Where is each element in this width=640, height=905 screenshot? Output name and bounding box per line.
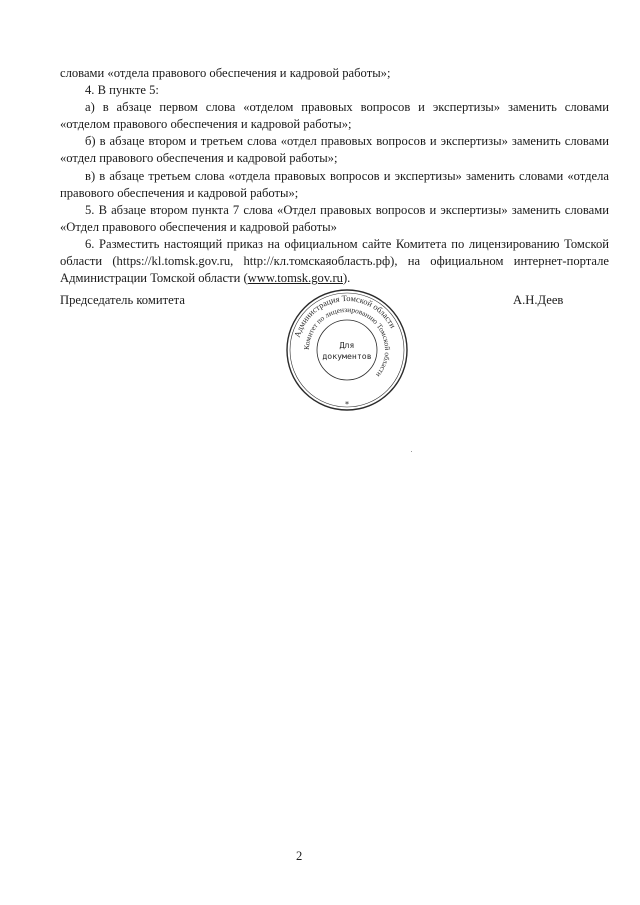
paragraph-item-4c: в) в абзаце третьем слова «отдела правовых вопросов и экспертизы» заменить словами «отдела правового обеспечения и кадровой работы»; (60, 168, 609, 200)
seal-star-icon: * (345, 400, 349, 409)
signatory-position: Председатель комитета (60, 293, 185, 307)
paragraph-item-4: 4. В пункте 5: (85, 83, 159, 98)
seal-inner-ring (317, 320, 377, 380)
item6-text-end: ). (342, 271, 351, 286)
seal-inner-text: Комитет по лицензированию Томской области (301, 304, 393, 380)
paragraph-continuation: словами «отдела правового обеспечения и кадровой работы»; (60, 66, 391, 80)
seal-outer-text: Администрация Томской области (292, 293, 398, 339)
tomsk-portal-link[interactable]: www.tomsk.gov.ru (247, 271, 343, 286)
paragraph-item-6 (60, 236, 609, 287)
document-body (60, 65, 609, 287)
paragraph-item-4a: а) в абзаце первом слова «отделом правовых вопросов и экспертизы» заменить словами «отделом правового обеспечения и кадровой работы»; (60, 100, 609, 132)
signatory-name: А.Н.Деев (513, 293, 564, 307)
seal-center-line-1: Для (339, 340, 355, 350)
item6-text: 6. Разместить настоящий приказ на официальном сайте Комитета по лицензированию Томской области (https://kl.tomsk.gov.ru, http://кл.томскаяобласть.рф), на официальном интернет-портале Администрации Томской области ( (60, 236, 609, 286)
paragraph-item-5: 5. В абзаце втором пункта 7 слова «Отдел правовых вопросов и экспертизы» заменить словами «Отдел правового обеспечения и кадровой работы» (60, 202, 609, 234)
page-number: 2 (296, 849, 303, 863)
seal-center-line-2: документов (322, 351, 372, 361)
scan-speck (411, 451, 412, 452)
paragraph-item-4b: б) в абзаце втором и третьем слова «отдел правовых вопросов и экспертизы» заменить словами «отдел правового обеспечения и кадровой работы»; (60, 134, 609, 166)
official-seal (283, 286, 411, 414)
